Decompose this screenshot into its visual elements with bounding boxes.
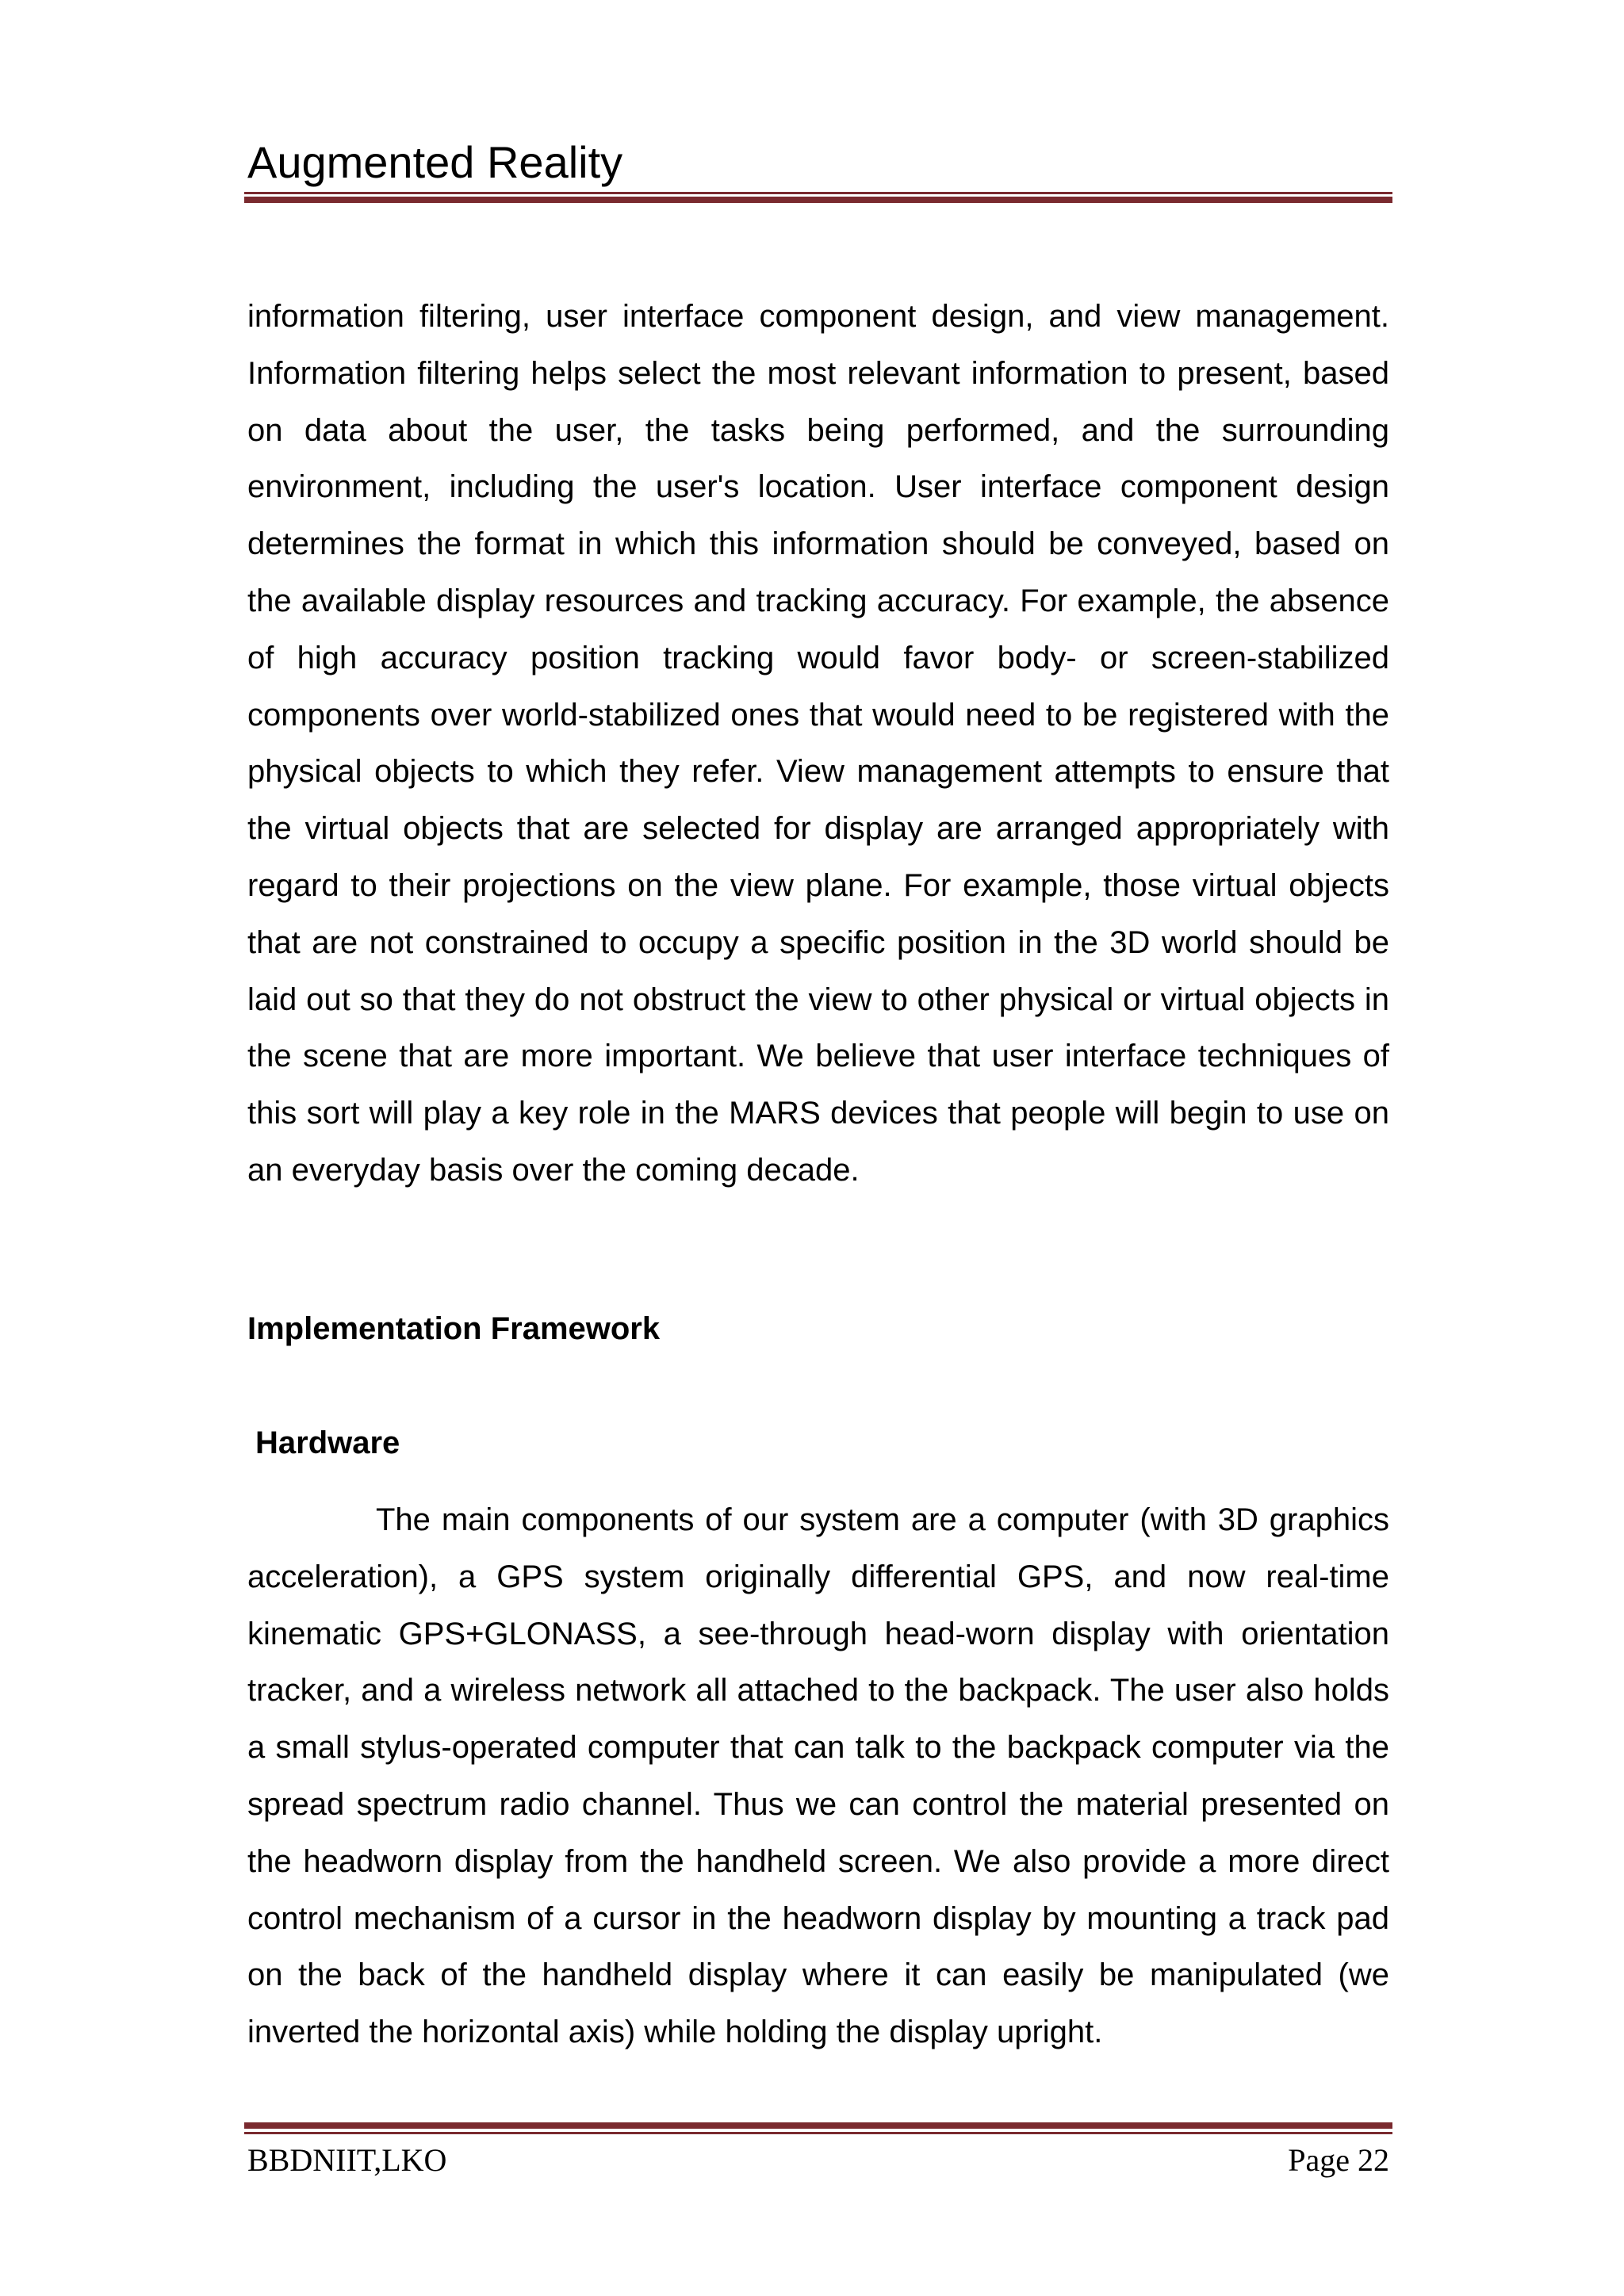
- footer-page-number: Page 22: [1288, 2142, 1389, 2178]
- body-paragraph-2: The main components of our system are a computer (with 3D graphics acceleration), a GPS system originally differential GPS, and now real-time kinematic GPS+GLONASS, a see-through head-worn display with orientation tracker, and a wireless network all attached to the backpack. The user also holds a small stylus-operated computer that can talk to the backpack computer via the spread spectrum radio channel. Thus we can control the material presented on the headworn display from the handheld screen. We also provide a more direct control mechanism of a cursor in the headworn display by mounting a track pad on the back of the handheld display where it can easily be manipulated (we inverted the horizontal axis) while holding the display upright.: [247, 1502, 1389, 2050]
- section-heading-implementation-framework: Implementation Framework: [247, 1311, 661, 1346]
- footer-institution: BBDNIIT,LKO: [247, 2142, 447, 2178]
- header-rule-thick: [244, 197, 1392, 203]
- footer-rule-thick: [244, 2122, 1392, 2129]
- header-rule-thin: [244, 192, 1392, 194]
- page-header-title: Augmented Reality: [247, 137, 623, 187]
- body-paragraph-1: information filtering, user interface component design, and view management. Information filtering helps select the most relevant information to present, based on data about the user, the tasks being performed, and the surrounding environment, including the user's location. User interface component design determines the format in which this information should be conveyed, based on the available display resources and tracking accuracy. For example, the absence of high accuracy position tracking would favor body- or screen-stabilized components over world-stabilized ones that would need to be registered with the physical objects to which they refer. View management attempts to ensure that the virtual objects that are selected for display are arranged appropriately with regard to their projections on the view plane. For example, those virtual objects that are not constrained to occupy a specific position in the 3D world should be laid out so that they do not obstruct the view to other physical or virtual objects in the scene that are more important. We believe that user interface techniques of this sort will play a key role in the MARS devices that people will begin to use on an everyday basis over the coming decade.: [247, 299, 1389, 1188]
- subsection-heading-hardware: Hardware: [255, 1425, 400, 1460]
- footer-rule-thin: [244, 2132, 1392, 2134]
